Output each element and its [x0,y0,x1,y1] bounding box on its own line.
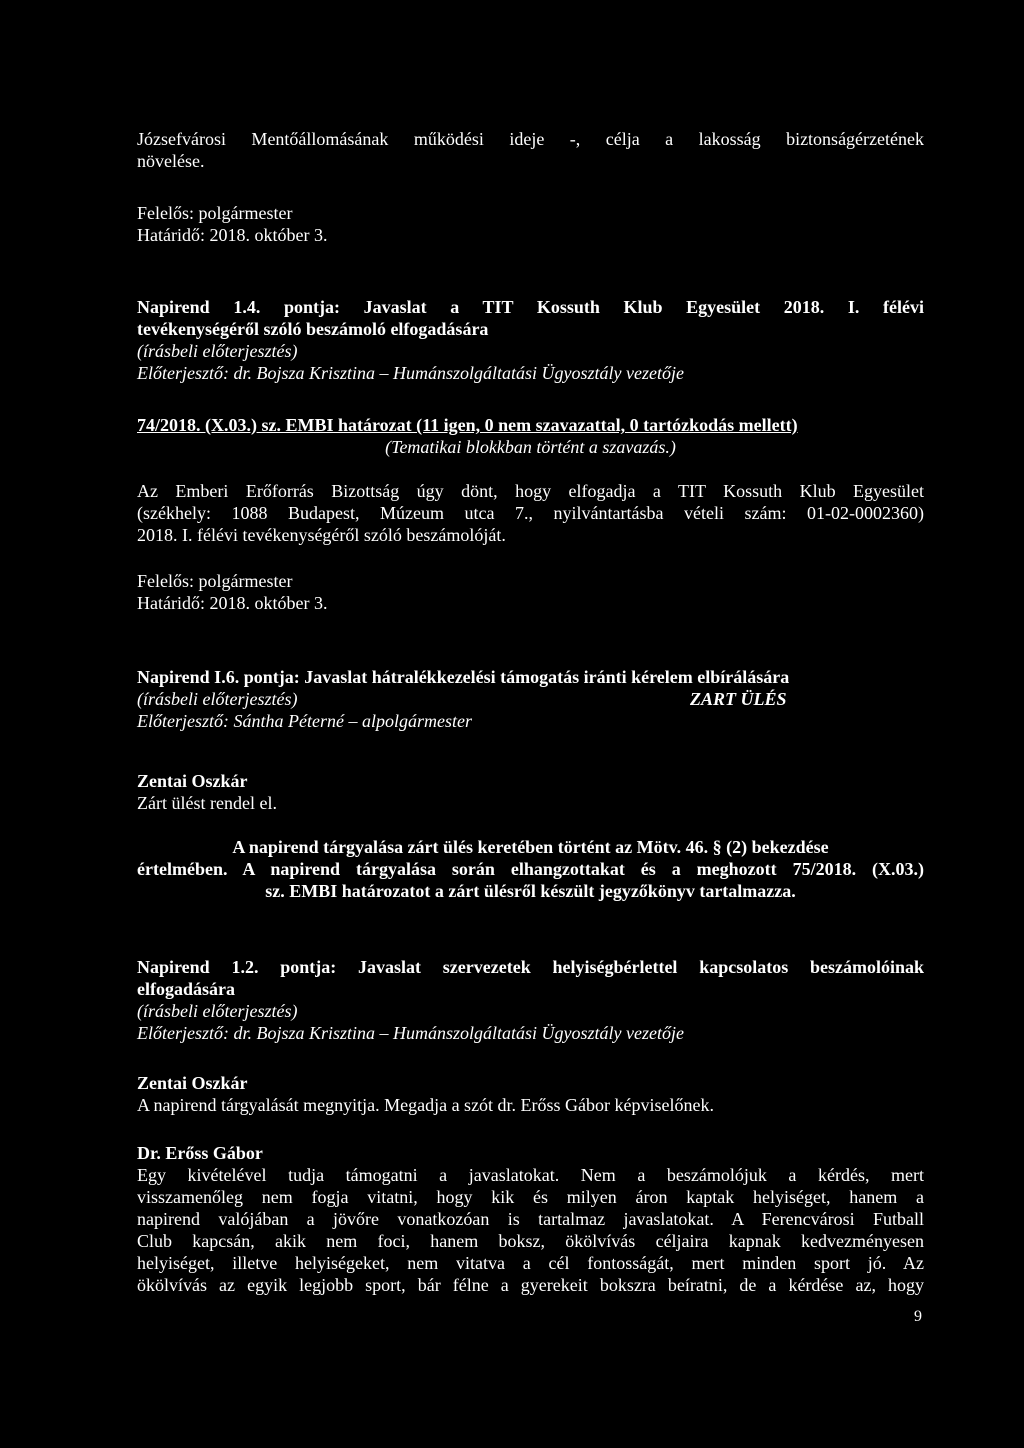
intro-line-1: Józsefvárosi Mentőállomásának működési ideje -, célja a lakosság biztonságérzetének [137,129,924,149]
agenda-1-4-written-note: (írásbeli előterjesztés) [137,341,298,361]
resolution-74-header [137,414,924,458]
agenda-item-1-6 [137,666,924,732]
speaker-3-block [137,1142,924,1296]
agenda-1-6-presenter: Előterjesztő: Sántha Péterné – alpolgármester [137,711,472,731]
agenda-1-2-title-line-1: Napirend 1.2. pontja: Javaslat szervezetek helyiségbérlettel kapcsolatos beszámolóinak [137,957,924,977]
resolution-74-body [137,480,924,546]
resolution-74-line-1: Az Emberi Erőforrás Bizottság úgy dönt, hogy elfogadja a TIT Kossuth Klub Egyesület [137,481,924,501]
intro-paragraph [137,128,924,172]
speaker-1-name: Zentai Oszkár [137,771,248,791]
deadline-2: Határidő: 2018. október 3. [137,593,328,613]
responsible-2: Felelős: polgármester [137,571,293,591]
agenda-1-4-title-line-2: tevékenységéről szóló beszámoló elfogadására [137,319,489,339]
agenda-1-6-written-note: (írásbeli előterjesztés) [137,689,298,709]
resolution-74-title: 74/2018. (X.03.) sz. EMBI határozat (11 igen, 0 nem szavazattal, 0 tartózkodás mellett) [137,415,798,435]
agenda-1-6-written-row [137,688,924,710]
speaker-3-name: Dr. Erőss Gábor [137,1143,263,1163]
speaker-2-text: A napirend tárgyalását megnyitja. Megadja a szót dr. Erőss Gábor képviselőnek. [137,1095,715,1115]
agenda-1-4-presenter: Előterjesztő: dr. Bojsza Krisztina – Humánszolgáltatási Ügyosztály vezetője [137,363,684,383]
speaker-2-block [137,1072,924,1116]
speaker-3-line-4: Club kapcsán, akik nem foci, hanem boksz, ökölvívás céljaira kapnak kedvezményesen [137,1231,924,1251]
responsible-1: Felelős: polgármester [137,203,293,223]
responsibility-block-1 [137,202,924,246]
agenda-1-4-title-line-1: Napirend 1.4. pontja: Javaslat a TIT Kossuth Klub Egyesület 2018. I. félévi [137,297,924,317]
speaker-3-line-3: napirend valójában a jövőre vonatkozóan is tartalmaz javaslatokat. A Ferencvárosi Futball [137,1209,924,1229]
speaker-2-name: Zentai Oszkár [137,1073,248,1093]
speaker-3-line-2: visszamenőleg nem fogja vitatni, hogy kik és milyen áron kaptak helyiséget, hanem a [137,1187,924,1207]
resolution-74-line-3: 2018. I. félévi tevékenységéről szóló beszámolóját. [137,525,506,545]
agenda-item-1-2 [137,956,924,1044]
agenda-item-1-4 [137,296,924,384]
closed-note-line-1: A napirend tárgyalása zárt ülés keretében történt az Mötv. 46. § (2) bekezdése [232,837,829,857]
speaker-1-text: Zárt ülést rendel el. [137,793,277,813]
speaker-3-line-5: helyiséget, illetve helyiségeket, nem vitatva a cél fontosságát, mert minden sport jó. Az [137,1253,924,1273]
resolution-74-line-2: (székhely: 1088 Budapest, Múzeum utca 7., nyilvántartásba vételi szám: 01-02-0002360) [137,503,924,523]
intro-line-2: növelése. [137,151,205,171]
page-number: 9 [914,1308,922,1325]
speaker-1-block [137,770,924,814]
responsibility-block-2 [137,570,924,614]
speaker-3-line-1: Egy kivételével tudja támogatni a javaslatokat. Nem a beszámolójuk a kérdés, mert [137,1165,924,1185]
closed-note-line-3: sz. EMBI határozatot a zárt ülésről készült jegyzőkönyv tartalmazza. [265,881,796,901]
agenda-1-2-title-line-2: elfogadására [137,979,235,999]
agenda-1-2-presenter: Előterjesztő: dr. Bojsza Krisztina – Humánszolgáltatási Ügyosztály vezetője [137,1023,684,1043]
deadline-1: Határidő: 2018. október 3. [137,225,328,245]
agenda-1-2-written-note: (írásbeli előterjesztés) [137,1001,298,1021]
speaker-3-line-6: ökölvívás az egyik legjobb sport, bár félne a gyerekeit bokszra beíratni, de a kérdése az, hogy [137,1275,924,1295]
closed-note-line-2: értelmében. A napirend tárgyalása során elhangzottakat és a meghozott 75/2018. (X.03.) [137,859,924,879]
closed-session-note [137,836,924,902]
resolution-74-block-note: (Tematikai blokkban történt a szavazás.) [385,437,676,457]
closed-session-label: ZART ÜLÉS [690,689,787,709]
agenda-1-6-title: Napirend I.6. pontja: Javaslat hátralékkezelési támogatás iránti kérelem elbírálására [137,667,790,687]
